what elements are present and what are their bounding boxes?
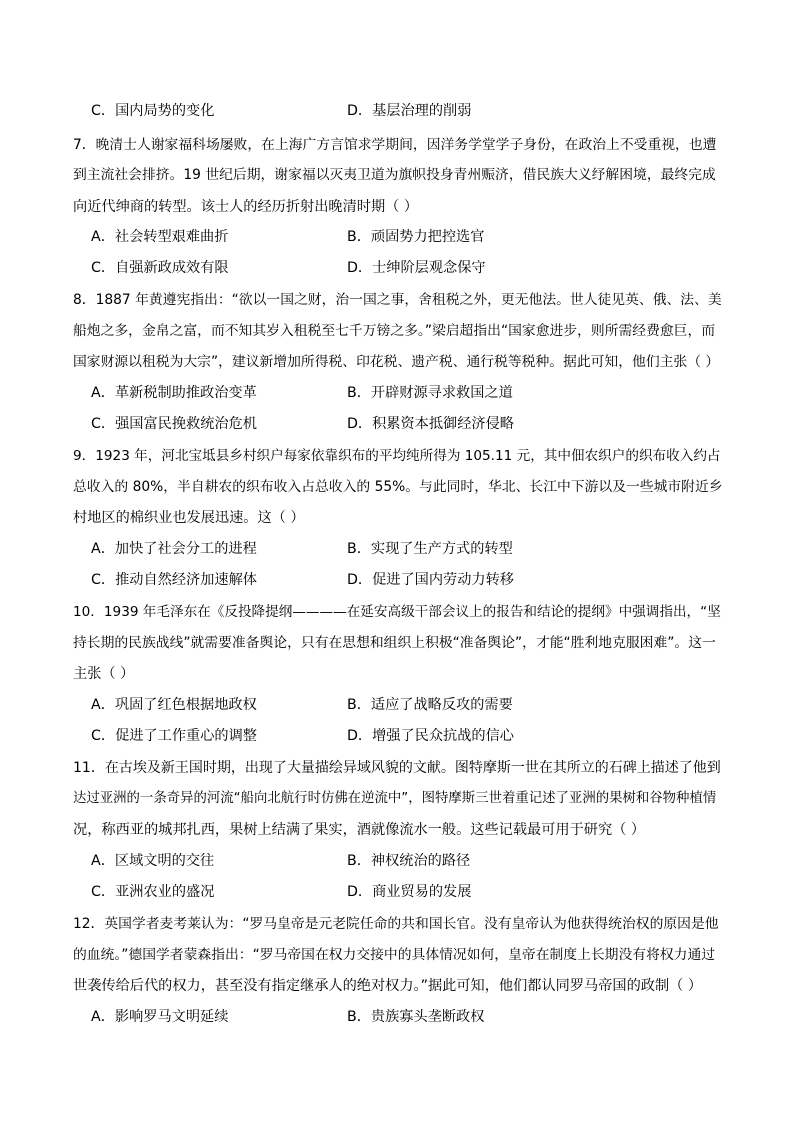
q9-option-d: D．促进了国内劳动力转移 [347,572,514,588]
q8-option-c: C．强国富民挽救统治危机 [91,416,257,432]
q7-stem-line-2: 到主流社会排挤。19 世纪后期，谢家福以灭夷卫道为旗帜投身青州赈济，借民族大义纾解困境，最终完成 [73,167,716,183]
q6-option-d: D．基层治理的削弱 [347,103,472,119]
q10-stem-line-3: 主张（ ） [73,666,135,682]
q8-stem-line-1: 8．1887 年黄遵宪指出：“欲以一国之财，治一国之事，舍租税之外，更无他法。世人徒见英、俄、法、美 [73,292,722,308]
q9-stem-line-2: 总收入的 80%，半自耕农的织布收入占总收入的 55%。与此同时，华北、长江中下游以及一些城市附近乡 [73,479,723,495]
q9-option-b: B．实现了生产方式的转型 [347,541,513,557]
q7-stem-line-3: 向近代绅商的转型。该士人的经历折射出晚清时期（ ） [73,199,419,215]
q10-option-a: A．巩固了红色根据地政权 [91,697,257,713]
q12-option-a: A．影响罗马文明延续 [91,1009,229,1025]
q12-stem-line-2: 的血统。”德国学者蒙森指出：“罗马帝国在权力交接中的具体情况如何，皇帝在制度上长期没有将权力通过 [73,947,716,963]
q10-option-b: B．适应了战略反攻的需要 [347,697,513,713]
q11-option-c: C．亚洲农业的盛况 [91,884,215,900]
q10-stem-line-2: 持长期的民族战线”就需要准备舆论，只有在思想和组织上积极“准备舆论”，才能“胜利地克服困难”。这一 [73,635,716,651]
q7-stem-line-1: 7．晚清士人谢家福科场屡败，在上海广方言馆求学期间，因洋务学堂学子身份，在政治上不受重视，也遭 [73,137,717,153]
q8-option-d: D．积累资本抵御经济侵略 [347,416,514,432]
q7-option-a: A．社会转型艰难曲折 [91,229,229,245]
q10-stem-line-1: 10．1939 年毛泽东在《反投降提纲————在延安高级干部会议上的报告和结论的提纲》中强调指出，“坚 [73,604,721,620]
q12-option-b: B．贵族寡头垄断政权 [347,1009,485,1025]
q9-option-a: A．加快了社会分工的进程 [91,541,257,557]
q11-option-b: B．神权统治的路径 [347,853,471,869]
q10-option-c: C．促进了工作重心的调整 [91,728,257,744]
q8-option-a: A．革新税制助推政治变革 [91,385,257,401]
q8-option-b: B．开辟财源寻求救国之道 [347,385,513,401]
q7-option-b: B．顽固势力把控选官 [347,229,485,245]
q11-stem-line-3: 况，称西亚的城邦扎西，果树上结满了果实，酒就像流水一般。这些记载最可用于研究（ ） [73,822,646,838]
q8-stem-line-2: 船炮之多，金帛之富，而不知其岁入租税至七千万镑之多。”梁启超指出“国家愈进步，则所需经费愈巨，而 [73,323,716,339]
q7-option-c: C．自强新政成效有限 [91,260,229,276]
q7-option-d: D．士绅阶层观念保守 [347,260,486,276]
q9-option-c: C．推动自然经济加速解体 [91,572,257,588]
q9-stem-line-3: 村地区的棉织业也发展迅速。这（ ） [73,510,305,526]
q10-option-d: D．增强了民众抗战的信心 [347,728,514,744]
q8-stem-line-3: 国家财源以租税为大宗”，建议新增加所得税、印花税、遗产税、通行税等税种。据此可知，他们主张（ ） [73,354,720,370]
q11-stem-line-2: 达过亚洲的一条奇异的河流“船向北航行时仿佛在逆流中”，图特摩斯三世着重记述了亚洲的果树和谷物种植情 [73,791,717,806]
q9-stem-line-1: 9．1923 年，河北宝坻县乡村织户每家依靠织布的平均纯所得为 105.11 元，其中佃农织户的织布收入约占 [73,448,721,464]
q11-option-d: D．商业贸易的发展 [347,884,472,900]
q6-option-c: C．国内局势的变化 [91,103,215,119]
q11-option-a: A．区域文明的交往 [91,853,215,869]
q12-stem-line-3: 世袭传给后代的权力，甚至没有指定继承人的绝对权力。”据此可知，他们都认同罗马帝国的政制（ ） [73,978,703,994]
q12-stem-line-1: 12．英国学者麦考莱认为：“罗马皇帝是元老院任命的共和国长官。没有皇帝认为他获得统治权的原因是他 [73,916,719,932]
q11-stem-line-1: 11．在古埃及新王国时期，出现了大量描绘异域风貌的文献。图特摩斯一世在其所立的石碑上描述了他到 [73,760,721,776]
